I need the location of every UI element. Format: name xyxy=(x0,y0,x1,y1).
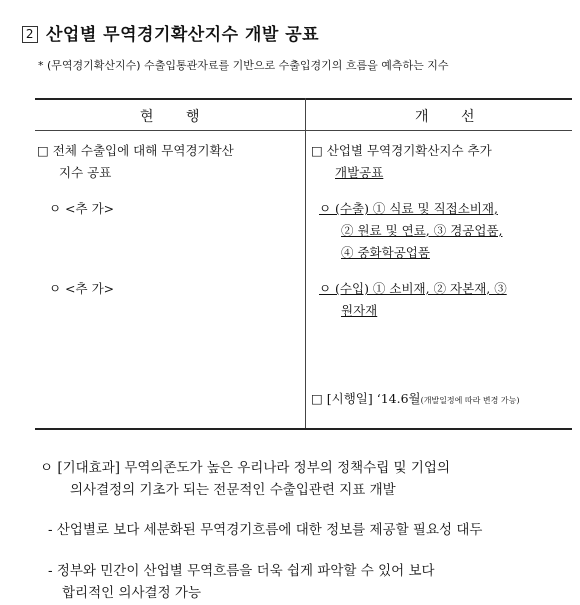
expected-effect: ㅇ [기대효과] 무역의존도가 높은 우리나라 정부의 정책수립 및 기업의 의사결정의 기초가 되는 전문적인 수출입관련 지표 개발 xyxy=(40,460,451,498)
current-item-3: ㅇ <추 가> xyxy=(49,281,115,296)
section-number-box: 2 xyxy=(22,26,38,43)
effect-point-2: - 정부와 민간이 산업별 무역흐름을 더욱 쉽게 파악할 수 있어 보다 합리적인 의사결정 가능 xyxy=(48,563,435,601)
improve-item-3: ㅇ (수입) ① 소비재, ② 자본재, ③ 원자재 xyxy=(319,281,507,318)
effect-point-1: - 산업별로 보다 세분화된 무역경기흐름에 대한 정보를 제공할 필요성 대두 xyxy=(48,522,483,538)
header-divider xyxy=(35,130,572,131)
section-title xyxy=(22,20,319,45)
definition-note: * (무역경기확산지수) 수출입통관자료를 기반으로 수출입경기의 흐름을 예측하는 지수 xyxy=(38,59,449,72)
current-item-2: ㅇ <추 가> xyxy=(49,201,115,216)
column-divider xyxy=(305,98,306,428)
table-top-border xyxy=(35,98,572,100)
current-item-1: □ 전체 수출입에 대해 무역경기확산 지수 공표 xyxy=(37,143,234,180)
table-bottom-border xyxy=(35,428,572,430)
improve-item-2: ㅇ (수출) ① 식료 및 직접소비재, ② 원료 및 연료, ③ 경공업품, ④ 중화학공업품 xyxy=(319,201,503,260)
header-improvement: 개 선 xyxy=(415,109,489,125)
header-current: 현 행 xyxy=(140,109,214,125)
section-title-text: 산업별 무역경기확산지수 개발 공표 xyxy=(46,25,320,45)
improve-item-1: □ 산업별 무역경기확산지수 추가 개발공표 xyxy=(311,143,492,180)
schedule: □ [시행일] ‘14.6월(개발일정에 따라 변경 가능) xyxy=(311,391,520,406)
